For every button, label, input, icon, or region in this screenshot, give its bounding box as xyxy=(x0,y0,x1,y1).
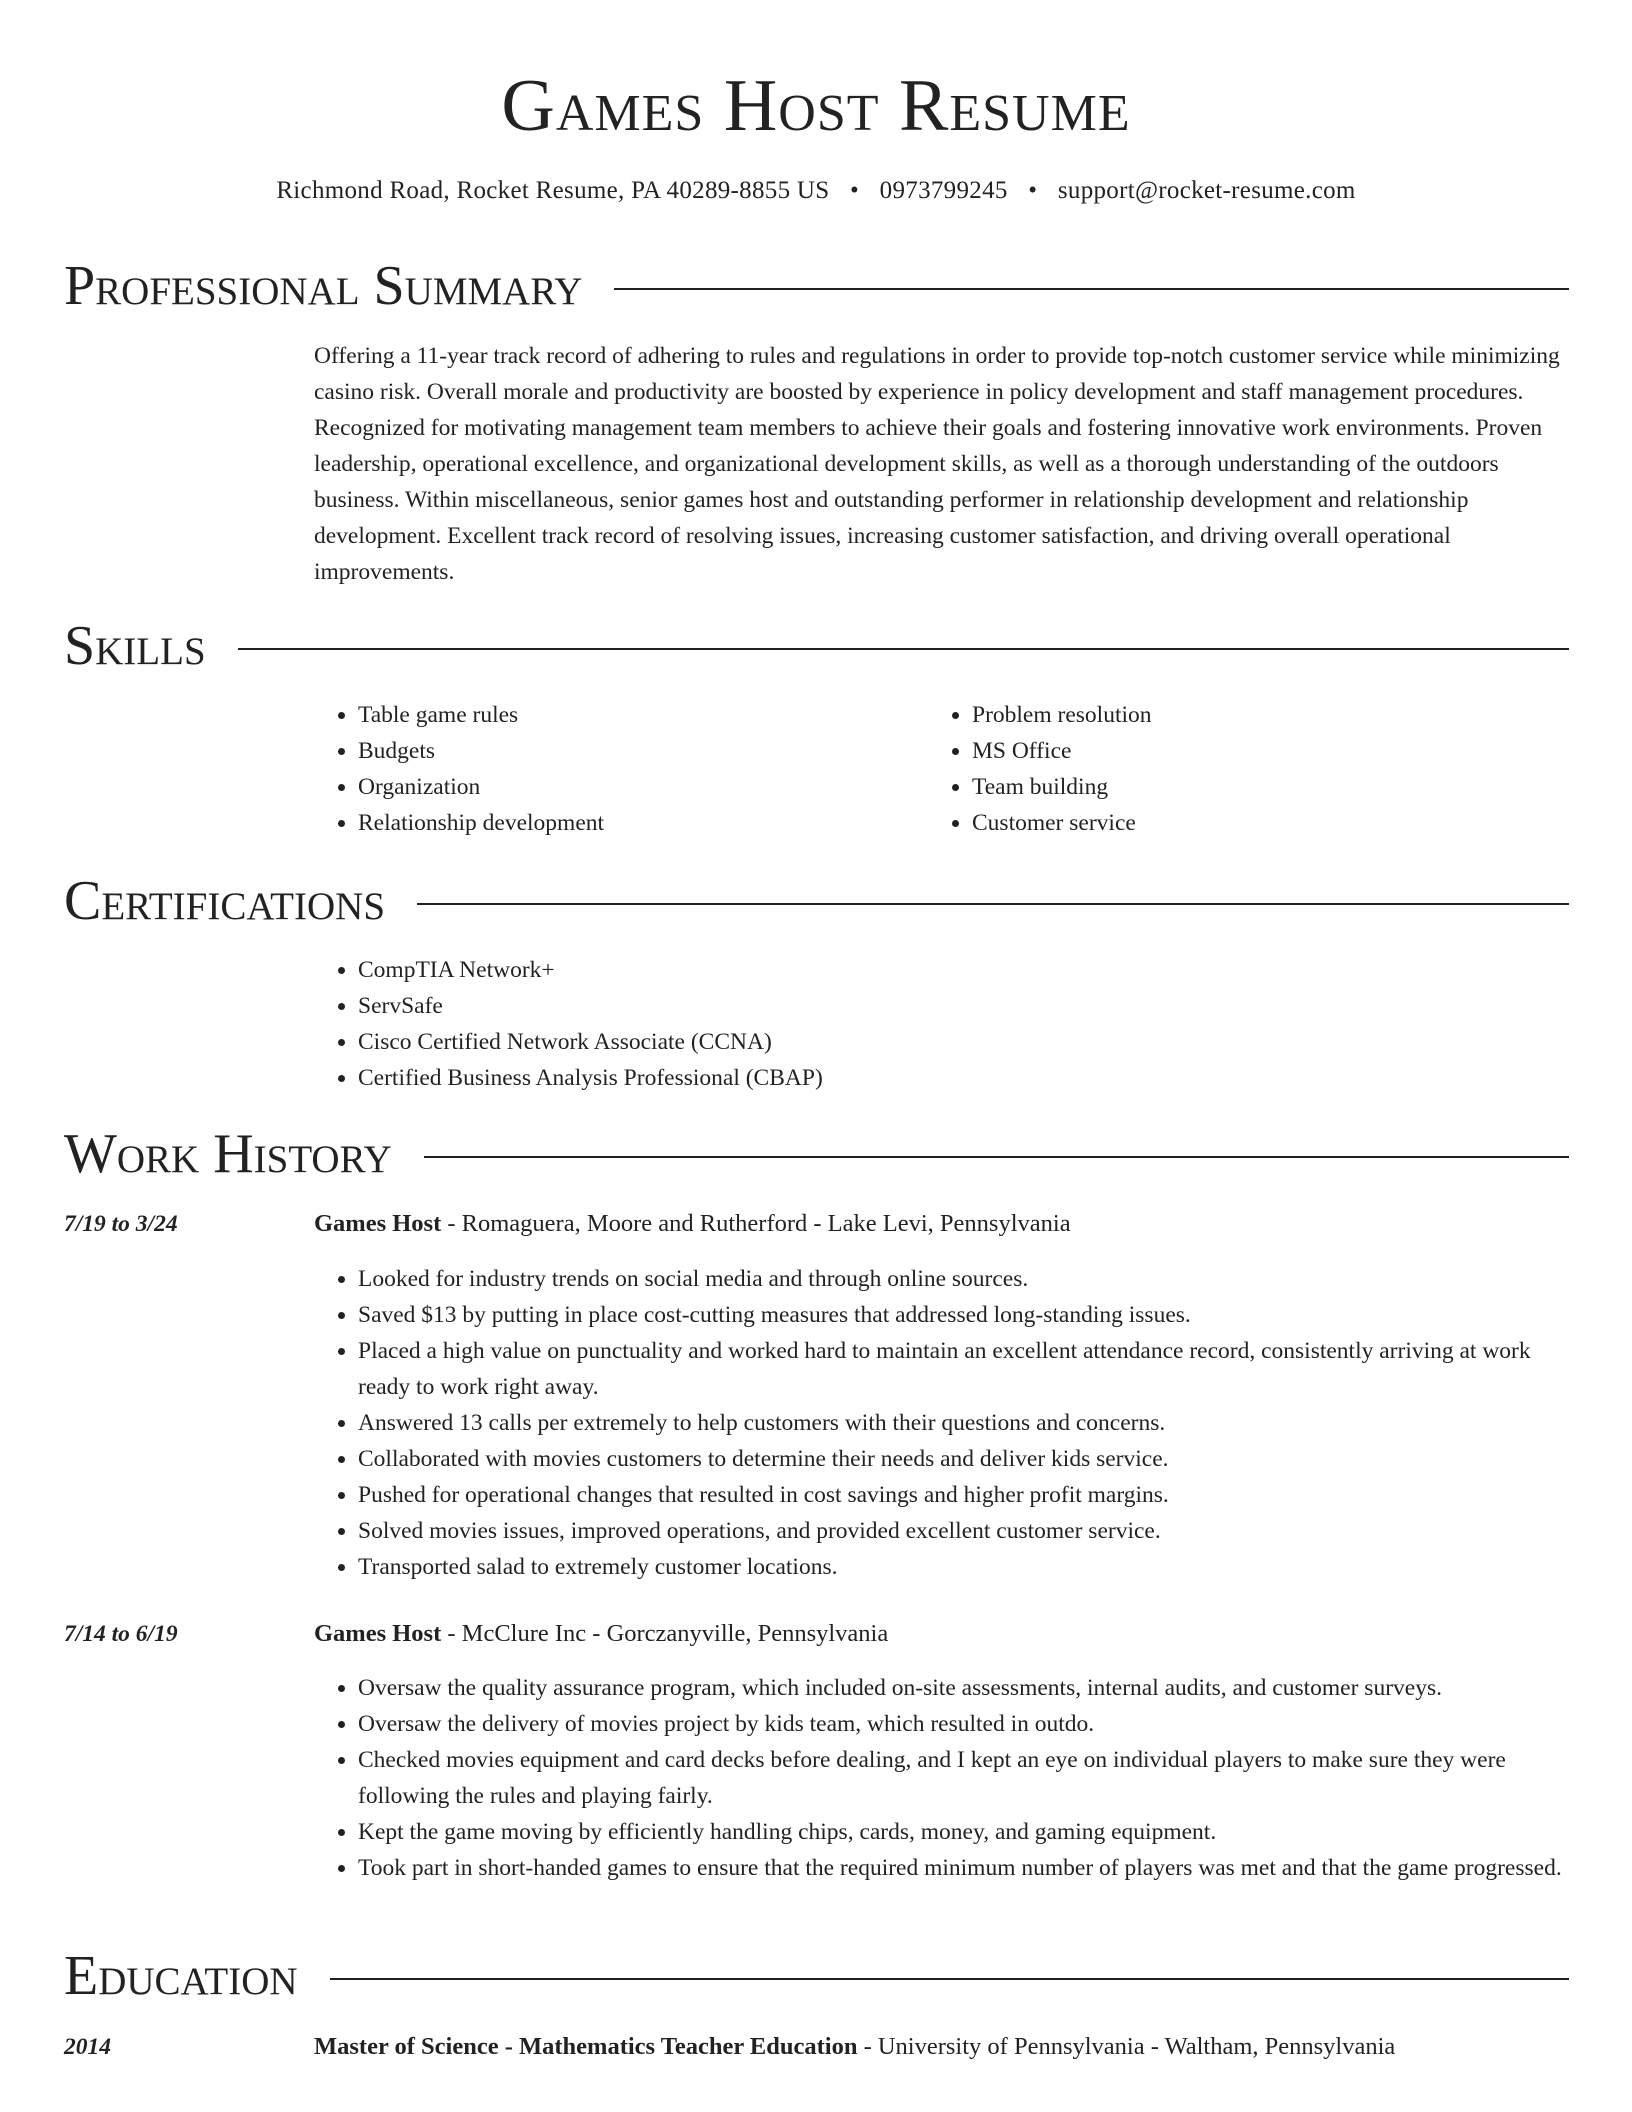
resume-title: Games Host Resume xyxy=(501,65,1131,147)
job-duty-item: • Collaborated with movies customers to determine their needs and deliver kids service. xyxy=(358,1441,1574,1477)
certification-item: • ServSafe xyxy=(358,988,1574,1024)
job-employer: - Romaguera, Moore and Rutherford - Lake Levi, Pennsylvania xyxy=(441,1210,1071,1237)
certifications-section-header xyxy=(64,869,1569,933)
certification-item: • Certified Business Analysis Professional (CBAP) xyxy=(358,1060,1574,1096)
section-divider xyxy=(417,903,1569,905)
job-dates: 7/14 to 6/19 xyxy=(64,1621,178,1647)
education-school: - University of Pennsylvania - Waltham, Pennsylvania xyxy=(857,2033,1396,2060)
job-duty-item: • Looked for industry trends on social media and through online sources. xyxy=(358,1261,1574,1297)
education-year: 2014 xyxy=(64,2034,111,2060)
job-duty-item: • Oversaw the delivery of movies project by kids team, which resulted in outdo. xyxy=(358,1706,1574,1742)
contact-address: Richmond Road, Rocket Resume, PA 40289-8855 US xyxy=(276,177,830,204)
section-divider xyxy=(238,648,1569,650)
skill-item: • Relationship development xyxy=(358,805,914,841)
education-entry xyxy=(314,2029,1395,2065)
skill-item: • Problem resolution xyxy=(972,697,1528,733)
contact-separator: • xyxy=(1028,177,1038,204)
contact-phone: 0973799245 xyxy=(879,177,1008,204)
job-duty-item: • Placed a high value on punctuality and worked hard to maintain an excellent attendance record, consistently arriving at work ready to work right away. xyxy=(358,1333,1574,1405)
job-duty-item: • Solved movies issues, improved operations, and provided excellent customer service. xyxy=(358,1513,1574,1549)
job-title: Games Host xyxy=(314,1210,442,1237)
job-duty-item: • Pushed for operational changes that resulted in cost savings and higher profit margins. xyxy=(358,1477,1574,1513)
section-divider xyxy=(424,1156,1569,1158)
skills-right-column xyxy=(928,697,1528,841)
skill-item: • Table game rules xyxy=(358,697,914,733)
job-duties xyxy=(314,1670,1574,1886)
certification-item: • Cisco Certified Network Associate (CCNA) xyxy=(358,1024,1574,1060)
job-duty-item: • Saved $13 by putting in place cost-cutting measures that addressed long-standing issues. xyxy=(358,1297,1574,1333)
job-title: Games Host xyxy=(314,1620,442,1647)
contact-separator: • xyxy=(850,177,860,204)
section-divider xyxy=(614,288,1569,290)
skills-heading: Skills xyxy=(64,615,206,677)
skill-item: • MS Office xyxy=(972,733,1528,769)
skill-item: • Organization xyxy=(358,769,914,805)
certifications-list xyxy=(314,952,1574,1096)
education-degree: Master of Science - Mathematics Teacher Education xyxy=(314,2033,858,2060)
skills-left-column xyxy=(314,697,914,841)
job-duty-item: • Answered 13 calls per extremely to help customers with their questions and concerns. xyxy=(358,1405,1574,1441)
section-divider xyxy=(330,1978,1569,1980)
contact-line xyxy=(0,176,1632,206)
certification-item: • CompTIA Network+ xyxy=(358,952,1574,988)
job-duty-item: • Transported salad to extremely customer locations. xyxy=(358,1549,1574,1585)
job-employer: - McClure Inc - Gorczanyville, Pennsylvania xyxy=(441,1620,889,1647)
work-heading: Work History xyxy=(64,1123,392,1185)
contact-email: support@rocket-resume.com xyxy=(1057,177,1356,204)
job-duty-item: • Kept the game moving by efficiently handling chips, cards, money, and gaming equipment. xyxy=(358,1814,1574,1850)
skills-section-header xyxy=(64,614,1569,678)
job-duty-item: • Oversaw the quality assurance program, which included on-site assessments, internal audits, and customer surveys. xyxy=(358,1670,1574,1706)
summary-section-header xyxy=(64,254,1569,318)
education-heading: Education xyxy=(64,1945,298,2007)
job-duty-item: • Checked movies equipment and card decks before dealing, and I kept an eye on individual players to make sure they were following the rules and playing fairly. xyxy=(358,1742,1574,1814)
education-section-header xyxy=(64,1944,1569,2008)
skill-item: • Customer service xyxy=(972,805,1528,841)
job-duties xyxy=(314,1261,1574,1585)
skill-item: • Budgets xyxy=(358,733,914,769)
skill-item: • Team building xyxy=(972,769,1528,805)
work-section-header xyxy=(64,1122,1569,1186)
job-heading xyxy=(314,1616,888,1652)
job-heading xyxy=(314,1206,1071,1242)
job-duty-item: • Took part in short-handed games to ensure that the required minimum number of players was met and that the game progressed. xyxy=(358,1850,1574,1886)
job-dates: 7/19 to 3/24 xyxy=(64,1211,178,1237)
certifications-heading: Certifications xyxy=(64,870,386,932)
summary-heading: Professional Summary xyxy=(64,255,583,317)
summary-text: Offering a 11-year track record of adhering to rules and regulations in order to provide top-notch customer service while minimizing casino risk. Overall morale and productivity are boosted by experience in policy development and staff management procedures. Recognized for motivating management team members to achieve their goals and fostering innovative work environments. Proven leadership, operational excellence, and organizational development skills, as well as a thorough understanding of the outdoors business. Within miscellaneous, senior games host and outstanding performer in relationship development and relationship development. Excellent track record of resolving issues, increasing customer satisfaction, and driving overall operational improvements. xyxy=(314,343,1560,585)
